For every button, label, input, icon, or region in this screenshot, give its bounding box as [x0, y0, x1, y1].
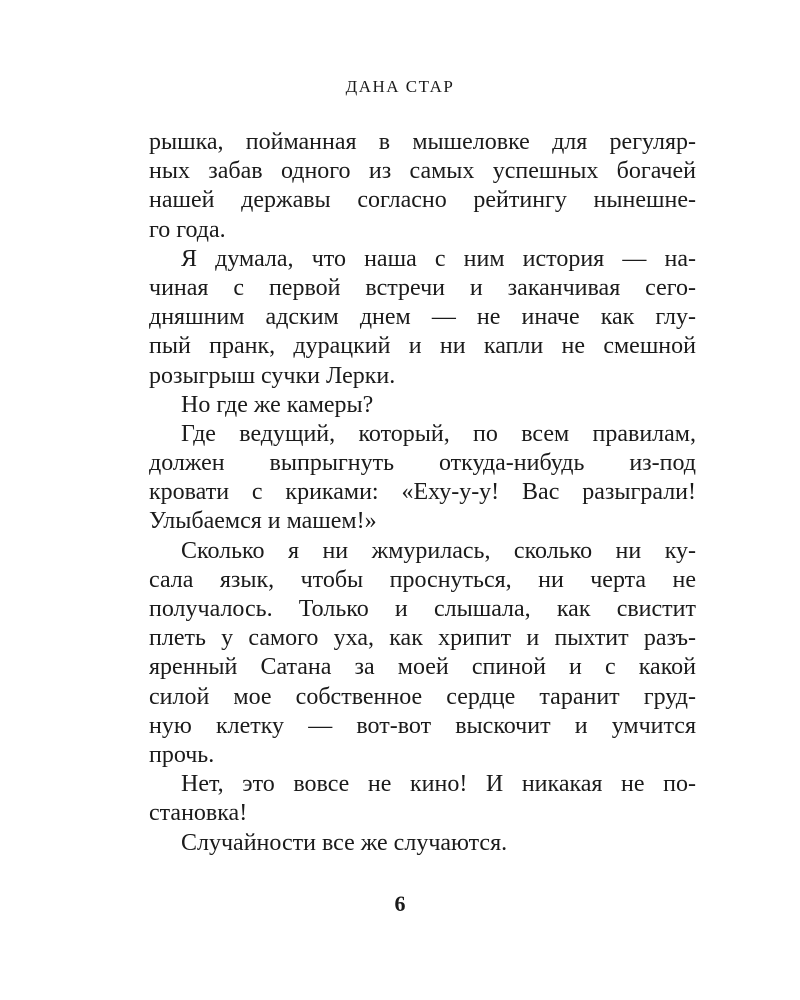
- text-line: становка!: [149, 800, 248, 827]
- text-line: Где ведущий, который, по всем правилам,: [181, 420, 696, 447]
- body-text: [149, 128, 696, 858]
- text-line: Сколько я ни жмурилась, сколько ни ку-: [181, 537, 696, 564]
- text-line: получалось. Только и слышала, как свистит: [149, 596, 696, 622]
- text-line: кровати с криками: «Еху-у-у! Вас разыграли!: [149, 479, 696, 506]
- text-line: Я думала, что наша с ним история — на-: [181, 245, 696, 272]
- text-line: сала язык, чтобы проснуться, ни черта не: [149, 566, 696, 593]
- page-number: 6: [394, 891, 406, 916]
- text-line: дняшним адским днем — не иначе как глу-: [149, 304, 696, 331]
- text-line: плеть у самого уха, как хрипит и пыхтит разъ-: [149, 625, 696, 652]
- text-line: рышка, пойманная в мышеловке для регуляр-: [149, 129, 696, 155]
- text-line: Нет, это вовсе не кино! И никакая не по-: [181, 771, 696, 798]
- text-line: чиная с первой встречи и заканчивая сего-: [149, 274, 696, 301]
- text-line: го года.: [149, 216, 226, 243]
- text-line: яренный Сатана за моей спиной и с какой: [149, 654, 696, 681]
- text-line: нашей державы согласно рейтингу нынешне-: [149, 187, 696, 214]
- text-line: Случайности все же случаются.: [181, 829, 508, 856]
- text-line: должен выпрыгнуть откуда-нибудь из-под: [149, 450, 696, 477]
- text-line: ных забав одного из самых успешных богачей: [149, 158, 696, 185]
- text-line: пый пранк, дурацкий и ни капли не смешной: [149, 333, 696, 360]
- text-line: силой мое собственное сердце таранит груд-: [149, 683, 696, 710]
- text-line: Но где же камеры?: [181, 391, 374, 418]
- text-line: прочь.: [149, 741, 215, 768]
- text-line: Улыбаемся и машем!»: [149, 508, 377, 535]
- text-line: ную клетку — вот-вот выскочит и умчится: [149, 712, 696, 739]
- running-header-author: ДАНА СТАР: [345, 77, 455, 96]
- text-line: розыгрыш сучки Лерки.: [149, 362, 396, 389]
